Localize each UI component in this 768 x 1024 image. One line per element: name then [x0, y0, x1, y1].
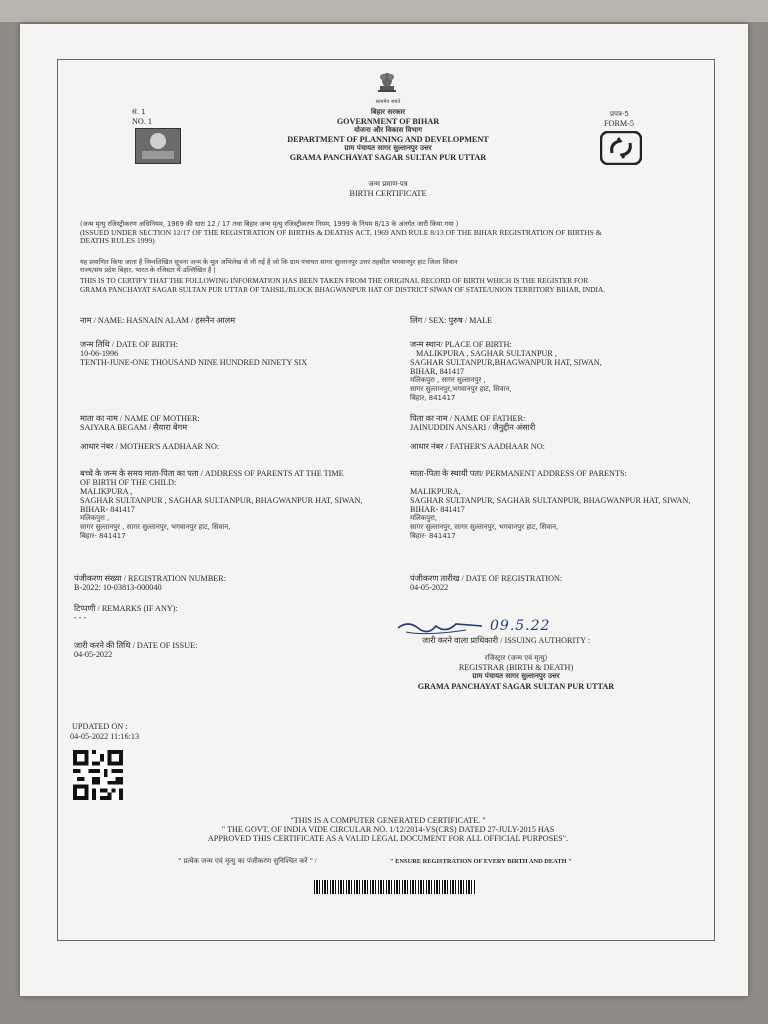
footer-slogan-hindi-text: " प्रत्येक जन्म एवं मृत्यु का पंजीकरण सुनिश्चित करें "	[178, 857, 313, 865]
address-at-birth-line1: MALIKPURA ,	[80, 487, 133, 496]
barcode-icon	[314, 880, 476, 894]
pob-line1: MALIKPURA , SAGHAR SULTANPUR ,	[416, 349, 557, 358]
registrar-signature-icon	[396, 618, 486, 638]
permanent-address-hindi-line2: सागर सुल्तानपुर, सागर सुल्तानपुर, भगवानपुर हाट, सिवान,	[410, 523, 559, 531]
certify-hindi-line2: राज्य/संघ प्रदेश बिहार, भारत के रजिस्टर में उल्लिखित है |	[80, 266, 216, 274]
dept-name-hindi: योजना और विकास विभाग	[353, 126, 423, 134]
certificate-title-hindi: जन्म प्रमाण-पत्र	[368, 180, 408, 188]
panchayat-name: GRAMA PANCHAYAT SAGAR SULTAN PUR UTTAR	[289, 153, 487, 162]
registrar-title: REGISTRAR (BIRTH & DEATH)	[458, 663, 574, 672]
pob-hindi-line1: मलिकपुरा , सागर सुल्तानपुर ,	[410, 376, 486, 384]
footer-slogan-hindi: " प्रत्येक जन्म एवं मृत्यु का पंजीकरण सुनिश्चित करें " /	[178, 857, 317, 865]
permanent-address-line2: SAGHAR SULTANPUR, SAGHAR SULTANPUR, BHAGWANPUR HAT, SIWAN,	[410, 496, 691, 505]
father-label: पिता का नाम / NAME OF FATHER:	[410, 414, 526, 423]
issued-under-hindi: (जन्म मृत्यु रजिस्ट्रीकरण अधिनियम, 1969 की धारा 12 / 17 तथा बिहार जन्म मृत्यु रजिस्ट्रीकरण नियम, 1999 के नियम 8/13 के अंतर्गत जारी किया गया )	[80, 220, 459, 228]
form-no: FORM-5	[604, 119, 635, 128]
bihar-logo-icon	[135, 128, 181, 164]
mother-label: माता का नाम / NAME OF MOTHER:	[80, 414, 200, 423]
footer-circular-line2: APPROVED THIS CERTIFICATE AS A VALID LEGAL DOCUMENT FOR ALL OFFICIAL PURPOSES".	[207, 834, 569, 843]
certificate-paper	[20, 24, 748, 996]
background-strip	[0, 0, 768, 22]
permanent-address-hindi-line3: बिहार- 841417	[410, 532, 456, 540]
registration-number: B-2022: 10-03813-000040	[74, 583, 162, 592]
govt-name-hindi: बिहार सरकार	[370, 108, 406, 116]
registration-date-label: पंजीकरण तारीख / DATE OF REGISTRATION:	[410, 574, 563, 583]
certify-hindi-line1: यह प्रमाणित किया जाता है निम्नलिखित सूचना जन्म के मूल अभिलेख से ली गई है जो कि ग्राम पंचायत सागर सुल्तानपुर उत्तर तहसील भगवानपुर हाट जिला सिवान	[80, 258, 458, 266]
pob-line3: BIHAR, 841417	[410, 367, 465, 376]
govt-name: GOVERNMENT OF BIHAR	[336, 117, 440, 126]
address-at-birth-hindi-line1: मलिकपुरा ,	[80, 514, 110, 522]
permanent-address-line1: MALIKPURA,	[410, 487, 461, 496]
address-at-birth-label-line1: बच्चे के जन्म के समय माता-पिता का पता / ADDRESS OF PARENTS AT THE TIME	[80, 469, 344, 478]
issue-date-label: जारी करने की तिथि / DATE OF ISSUE:	[74, 641, 198, 650]
registrar-panchayat-hindi: ग्राम पंचायत सागर सुल्तानपुर उत्तर	[472, 672, 560, 680]
address-at-birth-line3: BIHAR- 841417	[80, 505, 135, 514]
qr-code-icon	[72, 750, 124, 800]
pob-hindi-line2: सागर सुल्तानपुर,भगवानपुर हाट, सिवान,	[410, 385, 512, 393]
address-at-birth-hindi-line2: सागर सुल्तानपुर , सागर सुल्तानपुर, भगवानपुर हाट, सिवान,	[80, 523, 231, 531]
registrar-panchayat: GRAMA PANCHAYAT SAGAR SULTAN PUR UTTAR	[417, 682, 615, 691]
address-at-birth-line2: SAGHAR SULTANPUR , SAGHAR SULTANPUR, BHAGWANPUR HAT, SIWAN,	[80, 496, 363, 505]
father-aadhaar: आधार नंबर / FATHER'S AADHAAR NO:	[410, 442, 545, 451]
certificate-title: BIRTH CERTIFICATE	[349, 189, 427, 198]
child-sex: लिंग / SEX: पुरुष / MALE	[410, 316, 493, 325]
mother-aadhaar: आधार नंबर / MOTHER'S AADHAAR NO:	[80, 442, 220, 451]
serial-no-hindi: सं. 1	[132, 108, 146, 116]
dept-name: DEPARTMENT OF PLANNING AND DEVELOPMENT	[287, 135, 489, 144]
issued-under-line1: (ISSUED UNDER SECTION 12/17 OF THE REGISTRATION OF BIRTHS & DEATHS ACT, 1969 AND RULE 8/13 OF THE BIHAR REGISTRATION OF BIRTHS &	[80, 228, 602, 237]
remarks-value: - - -	[74, 613, 87, 622]
recycle-logo-icon	[600, 131, 642, 165]
certify-line1: THIS IS TO CERTIFY THAT THE FOLLOWING INFORMATION HAS BEEN TAKEN FROM THE ORIGINAL RECORD OF BIRTH WHICH IS THE REGISTER FOR	[80, 276, 589, 285]
signature-date: 09.5.22	[490, 618, 551, 634]
issued-under-line2: DEATHS RULES 1999)	[80, 236, 155, 245]
issue-date: 04-05-2022	[74, 650, 113, 659]
registrar-title-hindi: रजिस्ट्रार (जन्म एवं मृत्यु)	[484, 654, 548, 662]
mother-name: SAIYARA BEGAM / सैयारा बेगम	[80, 423, 188, 432]
pob-hindi-line3: बिहार, 841417	[410, 394, 456, 402]
permanent-address-line3: BIHAR- 841417	[410, 505, 465, 514]
footer-computer-generated: "THIS IS A COMPUTER GENERATED CERTIFICATE. "	[290, 816, 486, 825]
child-name: नाम / NAME: HASNAIN ALAM / हसनैन आलम	[80, 316, 236, 325]
dob-value: 10-06-1996	[80, 349, 119, 358]
footer-slogan: " ENSURE REGISTRATION OF EVERY BIRTH AND DEATH "	[390, 858, 572, 865]
pob-line2: SAGHAR SULTANPUR,BHAGWANPUR HAT, SIWAN,	[410, 358, 602, 367]
dob-words: TENTH-JUNE-ONE THOUSAND NINE HUNDRED NINETY SIX	[80, 358, 308, 367]
address-at-birth-label-line2: OF BIRTH OF THE CHILD:	[80, 478, 177, 487]
national-emblem-icon	[374, 68, 400, 98]
pob-label: जन्म स्थान/ PLACE OF BIRTH:	[410, 340, 512, 349]
certify-line2: GRAMA PANCHAYAT SAGAR SULTAN PUR UTTAR OF TAHSIL/BLOCK BHAGWANPUR HAT OF DISTRICT SIWAN OF STATE/UNION TERRITORY BIHAR, INDIA.	[80, 285, 606, 294]
form-no-hindi: प्रपत्र-5	[610, 110, 629, 118]
permanent-address-hindi-line1: मलिकपुरा,	[410, 514, 437, 522]
remarks-label: टिप्पणी / REMARKS (IF ANY):	[74, 604, 178, 613]
permanent-address-label: माता-पिता के स्थायी पता/ PERMANENT ADDRESS OF PARENTS:	[410, 469, 627, 478]
father-name: JAINUDDIN ANSARI / जैनुद्दीन अंसारी	[410, 423, 536, 432]
updated-on-label: UPDATED ON :	[72, 722, 128, 731]
address-at-birth-hindi-line3: बिहार- 841417	[80, 532, 126, 540]
panchayat-name-hindi: ग्राम पंचायत सागर सुल्तानपुर उत्तर	[344, 144, 432, 152]
dob-label: जन्म तिथि / DATE OF BIRTH:	[80, 340, 178, 349]
issuing-authority-label: जारी करने वाला प्राधिकारी / ISSUING AUTHORITY :	[422, 636, 591, 645]
updated-on-value: 04-05-2022 11:16:13	[70, 732, 140, 741]
registration-date: 04-05-2022	[410, 583, 449, 592]
serial-no: NO. 1	[132, 117, 153, 126]
emblem-motto: सत्यमेव जयते	[375, 99, 401, 105]
registration-number-label: पंजीकरण संख्या / REGISTRATION NUMBER:	[74, 574, 227, 583]
footer-circular-line1: " THE GOVT. OF INDIA VIDE CIRCULAR NO. 1/12/2014-VS(CRS) DATED 27-JULY-2015 HAS	[221, 825, 555, 834]
